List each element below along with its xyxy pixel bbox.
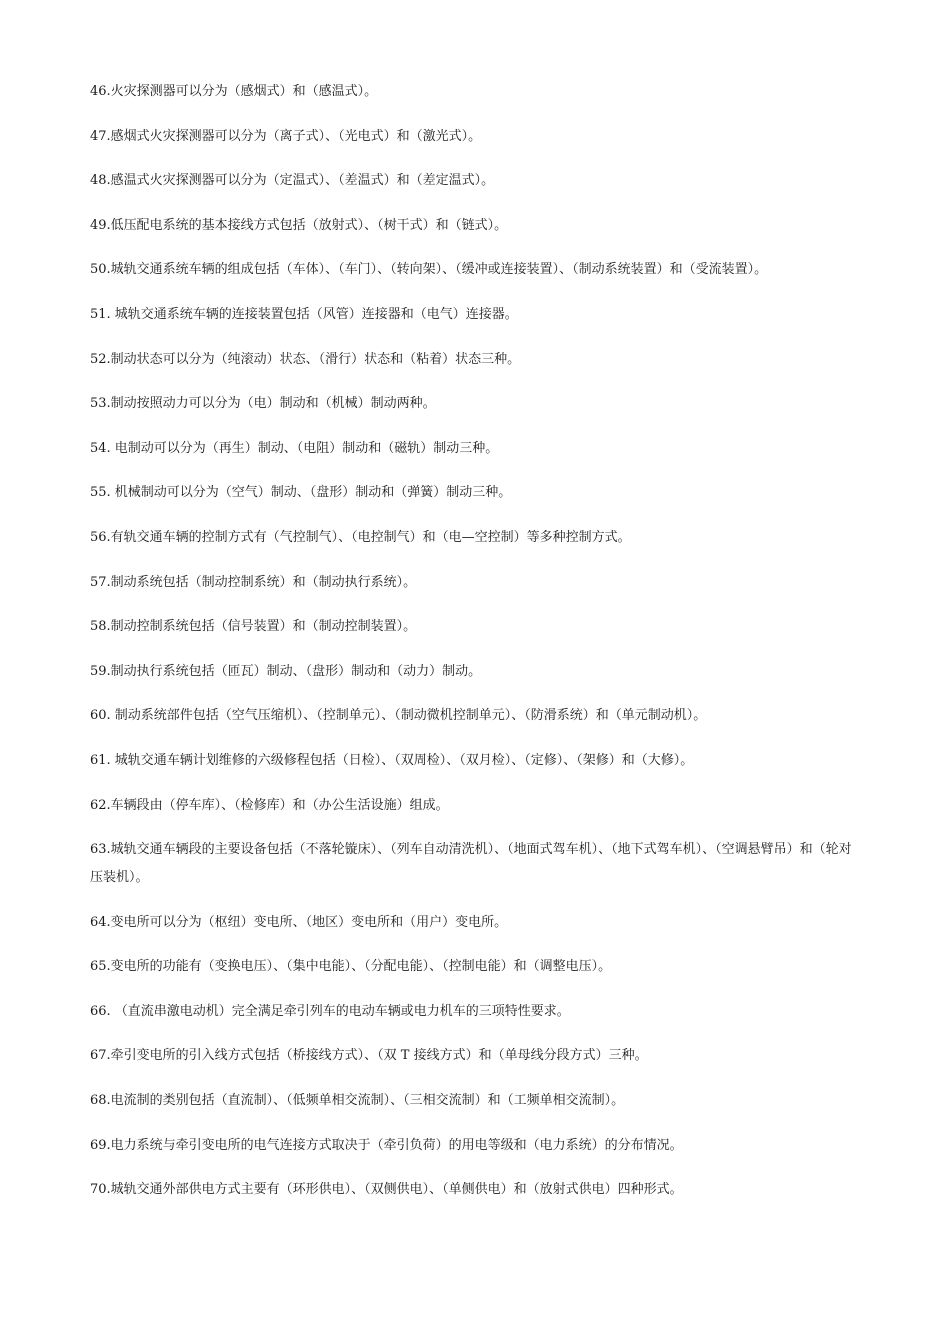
question-60: 60. 制动系统部件包括（空气压缩机）、（控制单元）、（制动微机控制单元）、（防滑系统）和（单元制动机）。 <box>90 708 707 724</box>
question-49: 49.低压配电系统的基本接线方式包括（放射式）、（树干式）和（链式）。 <box>90 217 508 233</box>
question-55: 55. 机械制动可以分为（空气）制动、（盘形）制动和（弹簧）制动三种。 <box>90 485 512 501</box>
question-59: 59.制动执行系统包括（匝瓦）制动、（盘形）制动和（动力）制动。 <box>90 663 482 679</box>
question-57: 57.制动系统包括（制动控制系统）和（制动执行系统）。 <box>90 574 417 590</box>
question-52: 52.制动状态可以分为（纯滚动）状态、（滑行）状态和（粘着）状态三种。 <box>90 351 521 367</box>
question-51: 51. 城轨交通系统车辆的连接装置包括（风管）连接器和（电气）连接器。 <box>90 306 518 322</box>
question-65: 65.变电所的功能有（变换电压）、（集中电能）、（分配电能）、（控制电能）和（调整电压）。 <box>90 959 612 975</box>
question-48: 48.感温式火灾探测器可以分为（定温式）、（差温式）和（差定温式）。 <box>90 173 495 189</box>
document-page <box>90 78 862 1221</box>
question-63: 63.城轨交通车辆段的主要设备包括（不落轮镟床）、（列车自动清洗机）、（地面式驾车机）、（地下式驾车机）、（空调悬臂吊）和（轮对压装机）。 <box>90 842 852 886</box>
question-70: 70.城轨交通外部供电方式主要有（环形供电）、（双侧供电）、（单侧供电）和（放射式供电）四种形式。 <box>90 1182 683 1198</box>
question-64: 64.变电所可以分为（枢纽）变电所、（地区）变电所和（用户）变电所。 <box>90 914 508 930</box>
question-69: 69.电力系统与牵引变电所的电气连接方式取决于（牵引负荷）的用电等级和（电力系统）的分布情况。 <box>90 1137 683 1153</box>
question-50: 50.城轨交通系统车辆的组成包括（车体）、（车门）、（转向架）、（缓冲或连接装置）、（制动系统装置）和（受流装置）。 <box>90 262 768 278</box>
question-61: 61. 城轨交通车辆计划维修的六级修程包括（日检）、（双周检）、（双月检）、（定修）、（架修）和（大修）。 <box>90 752 694 768</box>
question-56: 56.有轨交通车辆的控制方式有（气控制气）、（电控制气）和（电—空控制）等多种控制方式。 <box>90 529 631 545</box>
question-46: 46.火灾探测器可以分为（感烟式）和（感温式）。 <box>90 84 378 99</box>
question-58: 58.制动控制系统包括（信号装置）和（制动控制装置）。 <box>90 619 417 635</box>
question-67: 67.牵引变电所的引入线方式包括（桥接线方式）、（双 T 接线方式）和（单母线分段方式）三种。 <box>90 1048 648 1064</box>
question-47: 47.感烟式火灾探测器可以分为（离子式）、（光电式）和（激光式）。 <box>90 128 482 144</box>
question-54: 54. 电制动可以分为（再生）制动、（电阻）制动和（磁轨）制动三种。 <box>90 440 499 456</box>
question-53: 53.制动按照动力可以分为（电）制动和（机械）制动两种。 <box>90 396 436 412</box>
question-68: 68.电流制的类别包括（直流制）、（低频单相交流制）、（三相交流制）和（工频单相交流制）。 <box>90 1093 625 1109</box>
question-62: 62.车辆段由（停车库）、（检修库）和（办公生活设施）组成。 <box>90 797 449 813</box>
question-66: 66. （直流串激电动机）完全满足牵引列车的电动车辆或电力机车的三项特性要求。 <box>90 1003 570 1019</box>
